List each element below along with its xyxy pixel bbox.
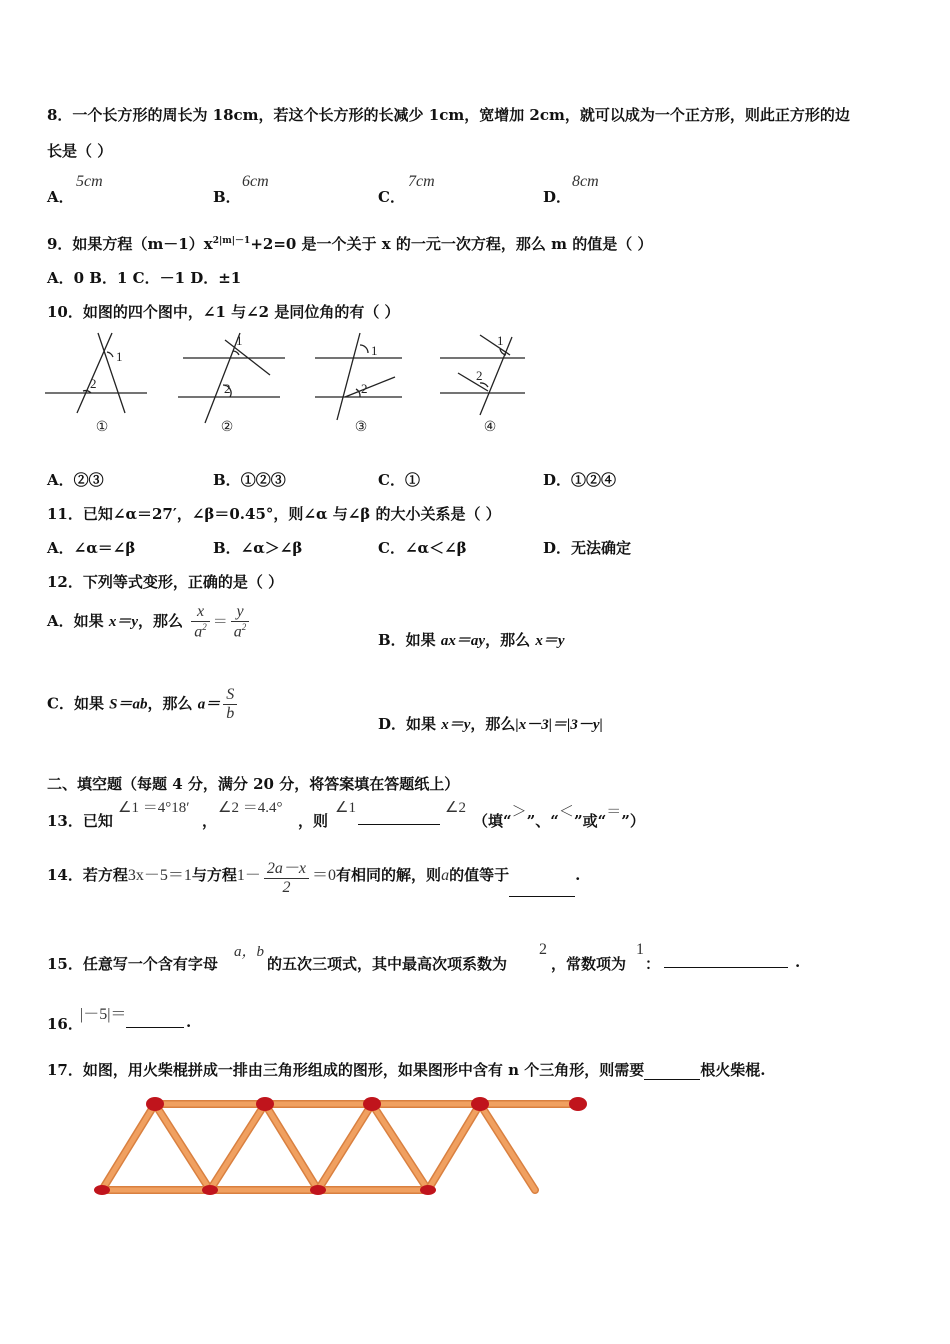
matchstick (428, 1104, 480, 1190)
match-head (94, 1185, 110, 1195)
option-mid: ，那么 (147, 694, 198, 713)
equation-2-tail: ＝0 (312, 867, 337, 884)
option-mid: ，那么 (138, 612, 189, 631)
q8-line1: 8．一个长方形的周长为 18cm，若这个长方形的长减少 1cm，宽增加 2cm，就可以成为一个正方形，则此正方形的边 (47, 106, 850, 124)
q12-stem: 12．下列等式变形，正确的是（ ） (47, 573, 284, 591)
q12-option-d[interactable] (378, 713, 603, 734)
q8-option-a[interactable] (47, 186, 74, 207)
fig4-label: ④ (483, 420, 497, 435)
denominator-exponent: 2 (202, 622, 207, 632)
text: . (575, 866, 581, 884)
equation-1: 3x－5＝1 (127, 867, 192, 884)
option-label: A． (47, 539, 74, 557)
q9-exponent: 2|m|－1 (212, 236, 251, 246)
q15-colon: ： (645, 955, 661, 973)
fig3-angle-2: 2 (361, 381, 368, 396)
fig4-line (480, 337, 512, 415)
option-prefix: D．如果 (378, 715, 442, 733)
matchstick (480, 1104, 535, 1190)
variable: a (441, 867, 450, 884)
q14-answer-blank[interactable] (509, 882, 575, 897)
q10-option-d[interactable] (543, 469, 616, 490)
q9-options[interactable]: A．0 B．1 C．－1 D．±1 (47, 269, 242, 287)
q13-pre: 13．已知 (47, 812, 113, 830)
option-prefix: A．如果 (47, 612, 109, 631)
q11-option-c[interactable] (378, 537, 467, 558)
fig3-line (337, 333, 360, 420)
text: 有相同的解，则 (336, 866, 442, 884)
denominator (191, 622, 210, 641)
q15-answer-blank[interactable] (664, 953, 788, 968)
q16-answer-blank[interactable] (126, 1013, 184, 1028)
q8-option-a-value: 5cm (76, 173, 103, 190)
text: 17．如图，用火柴棍拼成一排由三角形组成的图形，如果图形中含有 n 个三角形，则需要 (47, 1061, 645, 1079)
q11-stem: 11．已知∠α＝27′，∠β＝0.45°，则∠α 与∠β 的大小关系是（ ） (47, 505, 501, 523)
matchstick (372, 1104, 428, 1190)
fig3-arc (360, 345, 368, 353)
option-prefix: C．如果 (47, 694, 110, 713)
option-label: A． (47, 471, 74, 489)
q9-stem-pre: 9．如果方程（m－1）x (47, 235, 213, 253)
fig2-label: ② (220, 420, 234, 435)
match-head (202, 1185, 218, 1195)
q13-comma: ， (202, 812, 218, 830)
q10-option-b[interactable] (213, 469, 286, 490)
option-value: ∠α＜∠β (404, 539, 467, 557)
option-label: D． (543, 539, 572, 557)
q15-letters: a，b (234, 944, 265, 960)
numerator: 2a－x (264, 855, 309, 879)
numerator: S (223, 686, 237, 705)
option-label: D． (543, 471, 572, 489)
denominator (231, 622, 250, 641)
text: （填“ (473, 812, 512, 830)
numerator: x (191, 603, 210, 622)
fig1-line (98, 333, 125, 413)
matchstick (210, 1104, 265, 1190)
matchstick-figure (90, 1092, 590, 1207)
option-result: x＝y (535, 633, 565, 649)
q13-fill-instruction (473, 804, 645, 831)
fig4-line (458, 373, 488, 391)
q9-stem (47, 233, 652, 254)
match-head (471, 1097, 489, 1111)
option-label: B． (213, 471, 241, 489)
equation-2-lead: 1－ (236, 867, 261, 884)
q8-option-b-value: 6cm (242, 173, 269, 190)
fig1-angle-2: 2 (90, 376, 97, 391)
matchstick (318, 1104, 372, 1190)
q15-period: . (795, 953, 801, 971)
fraction (264, 855, 309, 897)
fig3-angle-1: 1 (371, 343, 378, 358)
q13-answer-blank[interactable] (358, 810, 440, 825)
option-value: ①②③ (240, 471, 286, 489)
text: 的值等于 (449, 866, 510, 884)
q17-answer-blank[interactable] (644, 1065, 700, 1080)
fraction (231, 603, 250, 641)
match-head (146, 1097, 164, 1111)
q13-angle1-value: ∠1 ＝4°18′ (118, 800, 190, 816)
q13-then: ，则 (298, 812, 329, 830)
q15-mid: 的五次三项式，其中最高次项系数为 (267, 955, 508, 973)
q8-option-b[interactable] (213, 186, 241, 207)
option-mid: ，那么 (470, 715, 516, 733)
q15-mid2: ，常数项为 (551, 955, 627, 973)
q10-figures (40, 325, 540, 440)
q11-option-d[interactable] (543, 537, 631, 558)
text: ”或“ (573, 812, 607, 830)
match-head (310, 1185, 326, 1195)
q12-option-c[interactable] (47, 686, 240, 723)
option-value: ① (404, 471, 420, 489)
text: ”、“ (526, 812, 559, 830)
option-result: |x－3|＝|3－y| (515, 717, 603, 733)
q8-option-d-value: 8cm (572, 173, 599, 190)
q8-option-c-value: 7cm (408, 173, 435, 190)
fraction (191, 603, 210, 641)
option-label: C． (378, 188, 405, 206)
q8-option-c[interactable] (378, 186, 405, 207)
option-mid: ，那么 (485, 631, 536, 649)
match-head (569, 1097, 587, 1111)
fig4-angle-2: 2 (476, 368, 483, 383)
fig3-label: ③ (354, 420, 368, 435)
option-condition: S＝ab (109, 696, 148, 713)
greater-than-sign: ＞ (511, 804, 527, 820)
numerator: y (231, 603, 250, 622)
q11-option-a[interactable] (47, 537, 135, 558)
fig1-line (77, 333, 112, 413)
equals-sign: ＝ (212, 614, 228, 631)
q15-coef: 2 (539, 941, 547, 958)
fraction (223, 686, 237, 723)
q15-pre: 15．任意写一个含有字母 (47, 955, 218, 973)
q11-option-b[interactable] (213, 537, 302, 558)
matchstick (102, 1104, 155, 1190)
option-label: C． (378, 539, 405, 557)
option-condition: x＝y (108, 614, 139, 631)
match-head (256, 1097, 274, 1111)
less-than-sign: ＜ (558, 804, 574, 820)
matchstick (155, 1104, 210, 1190)
option-lhs: a＝ (197, 696, 221, 713)
q12-option-b[interactable] (378, 629, 564, 650)
denominator-exponent: 2 (241, 622, 247, 632)
q10-option-a[interactable] (47, 469, 104, 490)
q16-pre: 16． (47, 1015, 83, 1033)
option-condition: x＝y (441, 717, 471, 733)
denominator-base: a (194, 623, 203, 641)
q12-option-a[interactable] (47, 603, 252, 641)
equals-sign: ＝ (606, 804, 622, 820)
option-value: ∠α＝∠β (73, 539, 136, 557)
text: 根火柴棍. (700, 1061, 766, 1079)
option-condition: ax＝ay (440, 633, 486, 649)
option-value: ②③ (73, 471, 104, 489)
fig2-angle-2: 2 (224, 381, 231, 396)
q14-stem (47, 855, 580, 897)
q10-option-c[interactable] (378, 469, 420, 490)
option-value: ∠α＞∠β (240, 539, 303, 557)
q13-angle2-value: ∠2 ＝4.4° (218, 800, 283, 816)
text: ”） (621, 812, 645, 830)
option-value: 无法确定 (571, 539, 632, 557)
q16-period: . (186, 1013, 192, 1031)
q9-stem-post: +2=0 是一个关于 x 的一元一次方程，那么 m 的值是（ ） (250, 235, 653, 253)
option-prefix: B．如果 (378, 631, 441, 649)
fig2-angle-1: 1 (236, 333, 243, 348)
fig2-arc (233, 351, 239, 355)
q17-stem (47, 1059, 765, 1080)
fig3-line (345, 377, 395, 397)
denominator: b (226, 705, 235, 722)
option-label: C． (378, 471, 405, 489)
q8-line2: 长是（ ） (47, 142, 113, 160)
section-heading: 二、填空题（每题 4 分，满分 20 分，将答案填在答题纸上） (47, 775, 460, 793)
fig1-angle-1: 1 (116, 349, 123, 364)
fig2-line (205, 333, 240, 423)
fig4-angle-1: 1 (497, 333, 504, 348)
q15-const: 1 (636, 941, 644, 958)
fig4-line (480, 335, 510, 355)
q13-angle1: ∠1 (335, 800, 356, 816)
option-label: B． (213, 539, 241, 557)
fig1-label: ① (95, 420, 109, 435)
denominator-base: a (233, 623, 242, 641)
fig1-arc (107, 352, 113, 357)
option-value: ①②④ (571, 471, 617, 489)
q16-expression: |－5|＝ (80, 1006, 127, 1023)
option-label: D． (543, 188, 572, 206)
option-label: B． (213, 188, 241, 206)
matchstick (265, 1104, 318, 1190)
match-head (363, 1097, 381, 1111)
q10-stem: 10．如图的四个图中，∠1 与∠2 是同位角的有（ ） (47, 303, 400, 321)
text: 14．若方程 (47, 866, 128, 884)
option-label: A． (47, 188, 74, 206)
match-head (420, 1185, 436, 1195)
q13-angle2: ∠2 (445, 800, 466, 816)
q8-option-d[interactable] (543, 186, 571, 207)
text: 与方程 (191, 866, 237, 884)
denominator: 2 (282, 879, 291, 896)
